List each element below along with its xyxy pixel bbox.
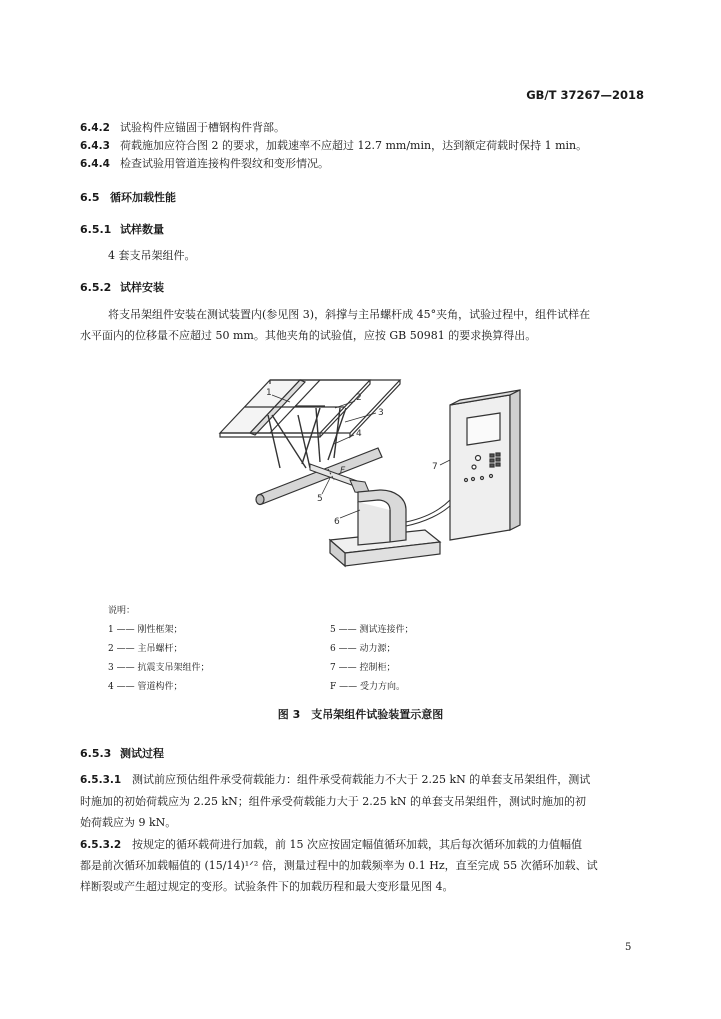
clause-number: 6.5.3.1 bbox=[80, 774, 122, 786]
standard-number: GB/T 37267—2018 bbox=[526, 88, 644, 102]
clause-number: 6.4.3 bbox=[80, 140, 110, 152]
legend-item: 3 —— 抗震支吊架组件； bbox=[108, 663, 210, 673]
figure-label-5: 5 bbox=[317, 494, 323, 504]
clause-6-4-3 bbox=[80, 139, 587, 153]
legend-item: 1 —— 刚性框架； bbox=[108, 625, 183, 635]
legend-item: 4 —— 管道构件； bbox=[108, 682, 183, 692]
control-cabinet bbox=[450, 390, 520, 540]
clause-6-5-3-2-line3: 样断裂或产生超过规定的变形。试验条件下的加载历程和最大变形量见图 4。 bbox=[80, 880, 454, 893]
clause-number: 6.4.2 bbox=[80, 122, 110, 134]
figure-label-4: 4 bbox=[356, 429, 362, 439]
clause-text: 荷载施加应符合图 2 的要求，加载速率不应超过 12.7 mm/min，达到额定荷载时保持 1 min。 bbox=[120, 139, 588, 152]
legend-item: 5 —— 测试连接件； bbox=[330, 625, 414, 635]
clause-text: 试验构件应锚固于槽钢构件背部。 bbox=[120, 121, 285, 134]
section-6-5-1-heading: 6.5.1 试样数量 bbox=[80, 223, 164, 236]
power-source bbox=[330, 490, 440, 566]
clause-text: 检查试验用管道连接构件裂纹和变形情况。 bbox=[120, 157, 329, 170]
force-label: F bbox=[340, 466, 346, 476]
figure-label-7: 7 bbox=[432, 462, 438, 472]
legend-title: 说明： bbox=[108, 606, 136, 616]
clause-6-5-3-1-line2: 时施加的初始荷载应为 2.25 kN；组件承受荷载能力大于 2.25 kN 的单套支吊架组件，测试时施加的初 bbox=[80, 795, 587, 808]
legend-item: 2 —— 主吊螺杆； bbox=[108, 644, 183, 654]
clause-6-4-4 bbox=[80, 157, 329, 171]
legend-item: 7 —— 控制柜； bbox=[330, 663, 396, 673]
section-6-5-heading: 6.5 循环加载性能 bbox=[80, 191, 176, 204]
clause-number: 6.5.3.2 bbox=[80, 839, 122, 851]
clause-6-5-3-1-line1: 6.5.3.1 测试前应预估组件承受荷载能力：组件承受荷载能力不大于 2.25 kN 的单套支吊架组件，测试 bbox=[80, 773, 591, 786]
figure-label-6: 6 bbox=[334, 517, 340, 527]
section-6-5-2-body-line1: 将支吊架组件安装在测试装置内(参见图 3)，斜撑与主吊螺杆成 45°夹角，试验过程中，组件试样在 bbox=[108, 308, 591, 321]
clause-6-4-2 bbox=[80, 121, 285, 135]
figure-caption: 图 3 支吊架组件试验装置示意图 bbox=[277, 708, 444, 721]
page-number: 5 bbox=[625, 942, 632, 953]
section-6-5-3-heading: 6.5.3 测试过程 bbox=[80, 747, 164, 760]
clause-number: 6.4.4 bbox=[80, 158, 110, 170]
legend-item: 6 —— 动力源； bbox=[330, 644, 396, 654]
clause-6-5-3-1-line3: 始荷载应为 9 kN。 bbox=[80, 816, 177, 829]
figure-label-1: 1 bbox=[266, 388, 272, 398]
figure-label-3: 3 bbox=[378, 408, 384, 418]
legend-item: F —— 受力方向。 bbox=[330, 682, 405, 692]
section-6-5-2-body-line2: 水平面内的位移量不应超过 50 mm。其他夹角的试验值，应按 GB 50981 的要求换算得出。 bbox=[80, 329, 537, 342]
section-6-5-2-heading: 6.5.2 试样安装 bbox=[80, 281, 164, 294]
figure-label-2: 2 bbox=[356, 393, 362, 403]
rigid-frame bbox=[220, 380, 400, 437]
section-6-5-1-body: 4 套支吊架组件。 bbox=[108, 249, 196, 262]
clause-6-5-3-2-line2: 都是前次循环加载幅值的 (15/14)¹ᐟ² 倍，测量过程中的加载频率为 0.1 Hz，直至完成 55 次循环加载、试 bbox=[80, 859, 598, 872]
figure-3-diagram bbox=[210, 360, 530, 590]
clause-6-5-3-2-line1: 6.5.3.2 按规定的循环载荷进行加载，前 15 次应按固定幅值循环加载，其后每次循环加载的力值幅值 bbox=[80, 838, 582, 851]
